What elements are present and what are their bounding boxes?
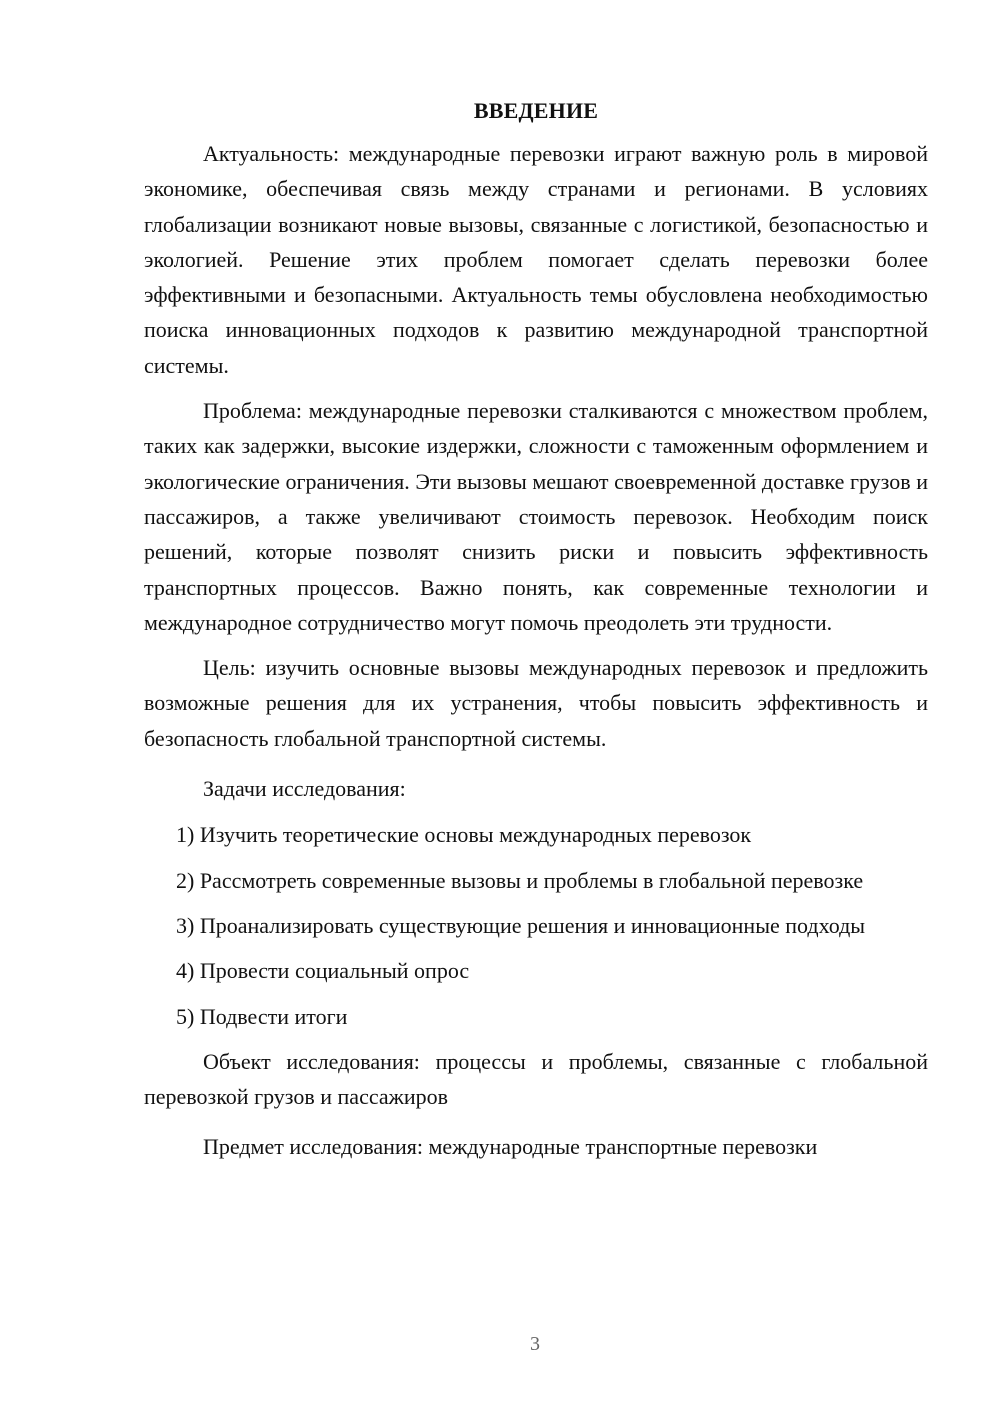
document-body <box>144 94 928 1175</box>
tasks-title: Задачи исследования: <box>203 776 406 802</box>
paragraph-problem: Проблема: международные перевозки сталкиваются с множеством проблем, таких как задержки, высокие издержки, сложности с таможенным оформлением и экологические ограничения. Эти вызовы мешают своевременной доставке грузов и пассажиров, а также увеличивают стоимость перевозок. Необходим поиск решений, которые позволят снизить риски и повысить эффективность транспортных процессов. Важно понять, как современные технологии и международное сотрудничество могут помочь преодолеть эти трудности. <box>144 398 928 635</box>
paragraph-subject: Предмет исследования: международные транспортные перевозки <box>203 1134 818 1160</box>
task-item-5: 5) Подвести итоги <box>176 1003 348 1029</box>
paragraph-object: Объект исследования: процессы и проблемы, связанные с глобальной перевозкой грузов и пассажиров <box>144 1048 928 1110</box>
task-item-3: 3) Проанализировать существующие решения и инновационные подходы <box>176 912 866 938</box>
paragraph-goal: Цель: изучить основные вызовы международных перевозок и предложить возможные решения для их устранения, чтобы повысить эффективность и безопасность глобальной транспортной системы. <box>144 655 928 751</box>
page-number: 3 <box>530 1333 540 1355</box>
section-heading: ВВЕДЕНИЕ <box>473 98 599 123</box>
paragraph-relevance: Актуальность: международные перевозки играют важную роль в мировой экономике, обеспечивая связь между странами и регионами. В условиях глобализации возникают новые вызовы, связанные с логистикой, безопасностью и экологией. Решение этих проблем помогает сделать перевозки более эффективными и безопасными. Актуальность темы обусловлена необходимостью поиска инновационных подходов к развитию международной транспортной системы. <box>144 141 928 378</box>
task-item-4: 4) Провести социальный опрос <box>176 958 470 984</box>
task-item-2: 2) Рассмотреть современные вызовы и проблемы в глобальной перевозке <box>176 867 864 893</box>
task-item-1: 1) Изучить теоретические основы международных перевозок <box>176 822 752 848</box>
